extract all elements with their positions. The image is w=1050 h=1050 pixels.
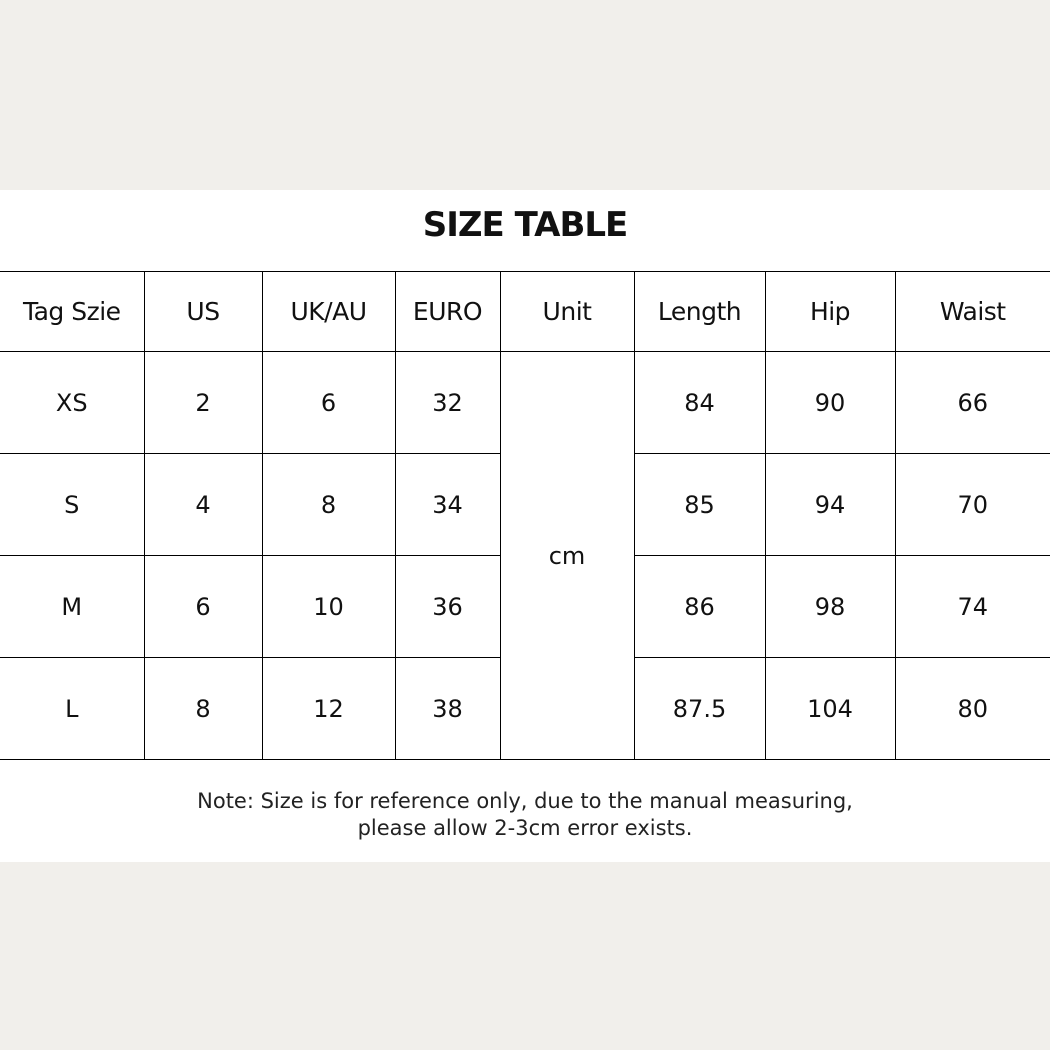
cell-us: 2 bbox=[144, 352, 262, 454]
cell-euro: 38 bbox=[395, 658, 500, 760]
header-euro: EURO bbox=[395, 272, 500, 352]
page-title: SIZE TABLE bbox=[422, 205, 628, 245]
cell-uk-au: 10 bbox=[262, 556, 395, 658]
cell-uk-au: 6 bbox=[262, 352, 395, 454]
cell-waist: 66 bbox=[895, 352, 1050, 454]
cell-us: 8 bbox=[144, 658, 262, 760]
header-row bbox=[0, 272, 1050, 352]
cell-waist: 70 bbox=[895, 454, 1050, 556]
header-waist: Waist bbox=[895, 272, 1050, 352]
cell-euro: 36 bbox=[395, 556, 500, 658]
note-line-2: please allow 2-3cm error exists. bbox=[357, 816, 693, 840]
header-tag-size: Tag Szie bbox=[0, 272, 144, 352]
cell-length: 85 bbox=[634, 454, 765, 556]
cell-uk-au: 8 bbox=[262, 454, 395, 556]
header-hip: Hip bbox=[765, 272, 895, 352]
cell-unit: cm bbox=[500, 352, 634, 760]
header-uk-au: UK/AU bbox=[262, 272, 395, 352]
cell-tag: M bbox=[0, 556, 144, 658]
header-unit: Unit bbox=[500, 272, 634, 352]
cell-length: 87.5 bbox=[634, 658, 765, 760]
cell-length: 84 bbox=[634, 352, 765, 454]
cell-waist: 74 bbox=[895, 556, 1050, 658]
cell-hip: 98 bbox=[765, 556, 895, 658]
cell-waist: 80 bbox=[895, 658, 1050, 760]
cell-tag: L bbox=[0, 658, 144, 760]
cell-hip: 104 bbox=[765, 658, 895, 760]
measurement-note bbox=[0, 788, 1050, 842]
table-row bbox=[0, 352, 1050, 454]
cell-euro: 32 bbox=[395, 352, 500, 454]
cell-tag: XS bbox=[0, 352, 144, 454]
header-us: US bbox=[144, 272, 262, 352]
cell-us: 6 bbox=[144, 556, 262, 658]
cell-uk-au: 12 bbox=[262, 658, 395, 760]
cell-euro: 34 bbox=[395, 454, 500, 556]
cell-hip: 94 bbox=[765, 454, 895, 556]
cell-hip: 90 bbox=[765, 352, 895, 454]
size-table bbox=[0, 271, 1050, 760]
size-table-panel bbox=[0, 190, 1050, 862]
cell-tag: S bbox=[0, 454, 144, 556]
note-line-1: Note: Size is for reference only, due to the manual measuring, bbox=[197, 789, 853, 813]
header-length: Length bbox=[634, 272, 765, 352]
cell-length: 86 bbox=[634, 556, 765, 658]
cell-us: 4 bbox=[144, 454, 262, 556]
